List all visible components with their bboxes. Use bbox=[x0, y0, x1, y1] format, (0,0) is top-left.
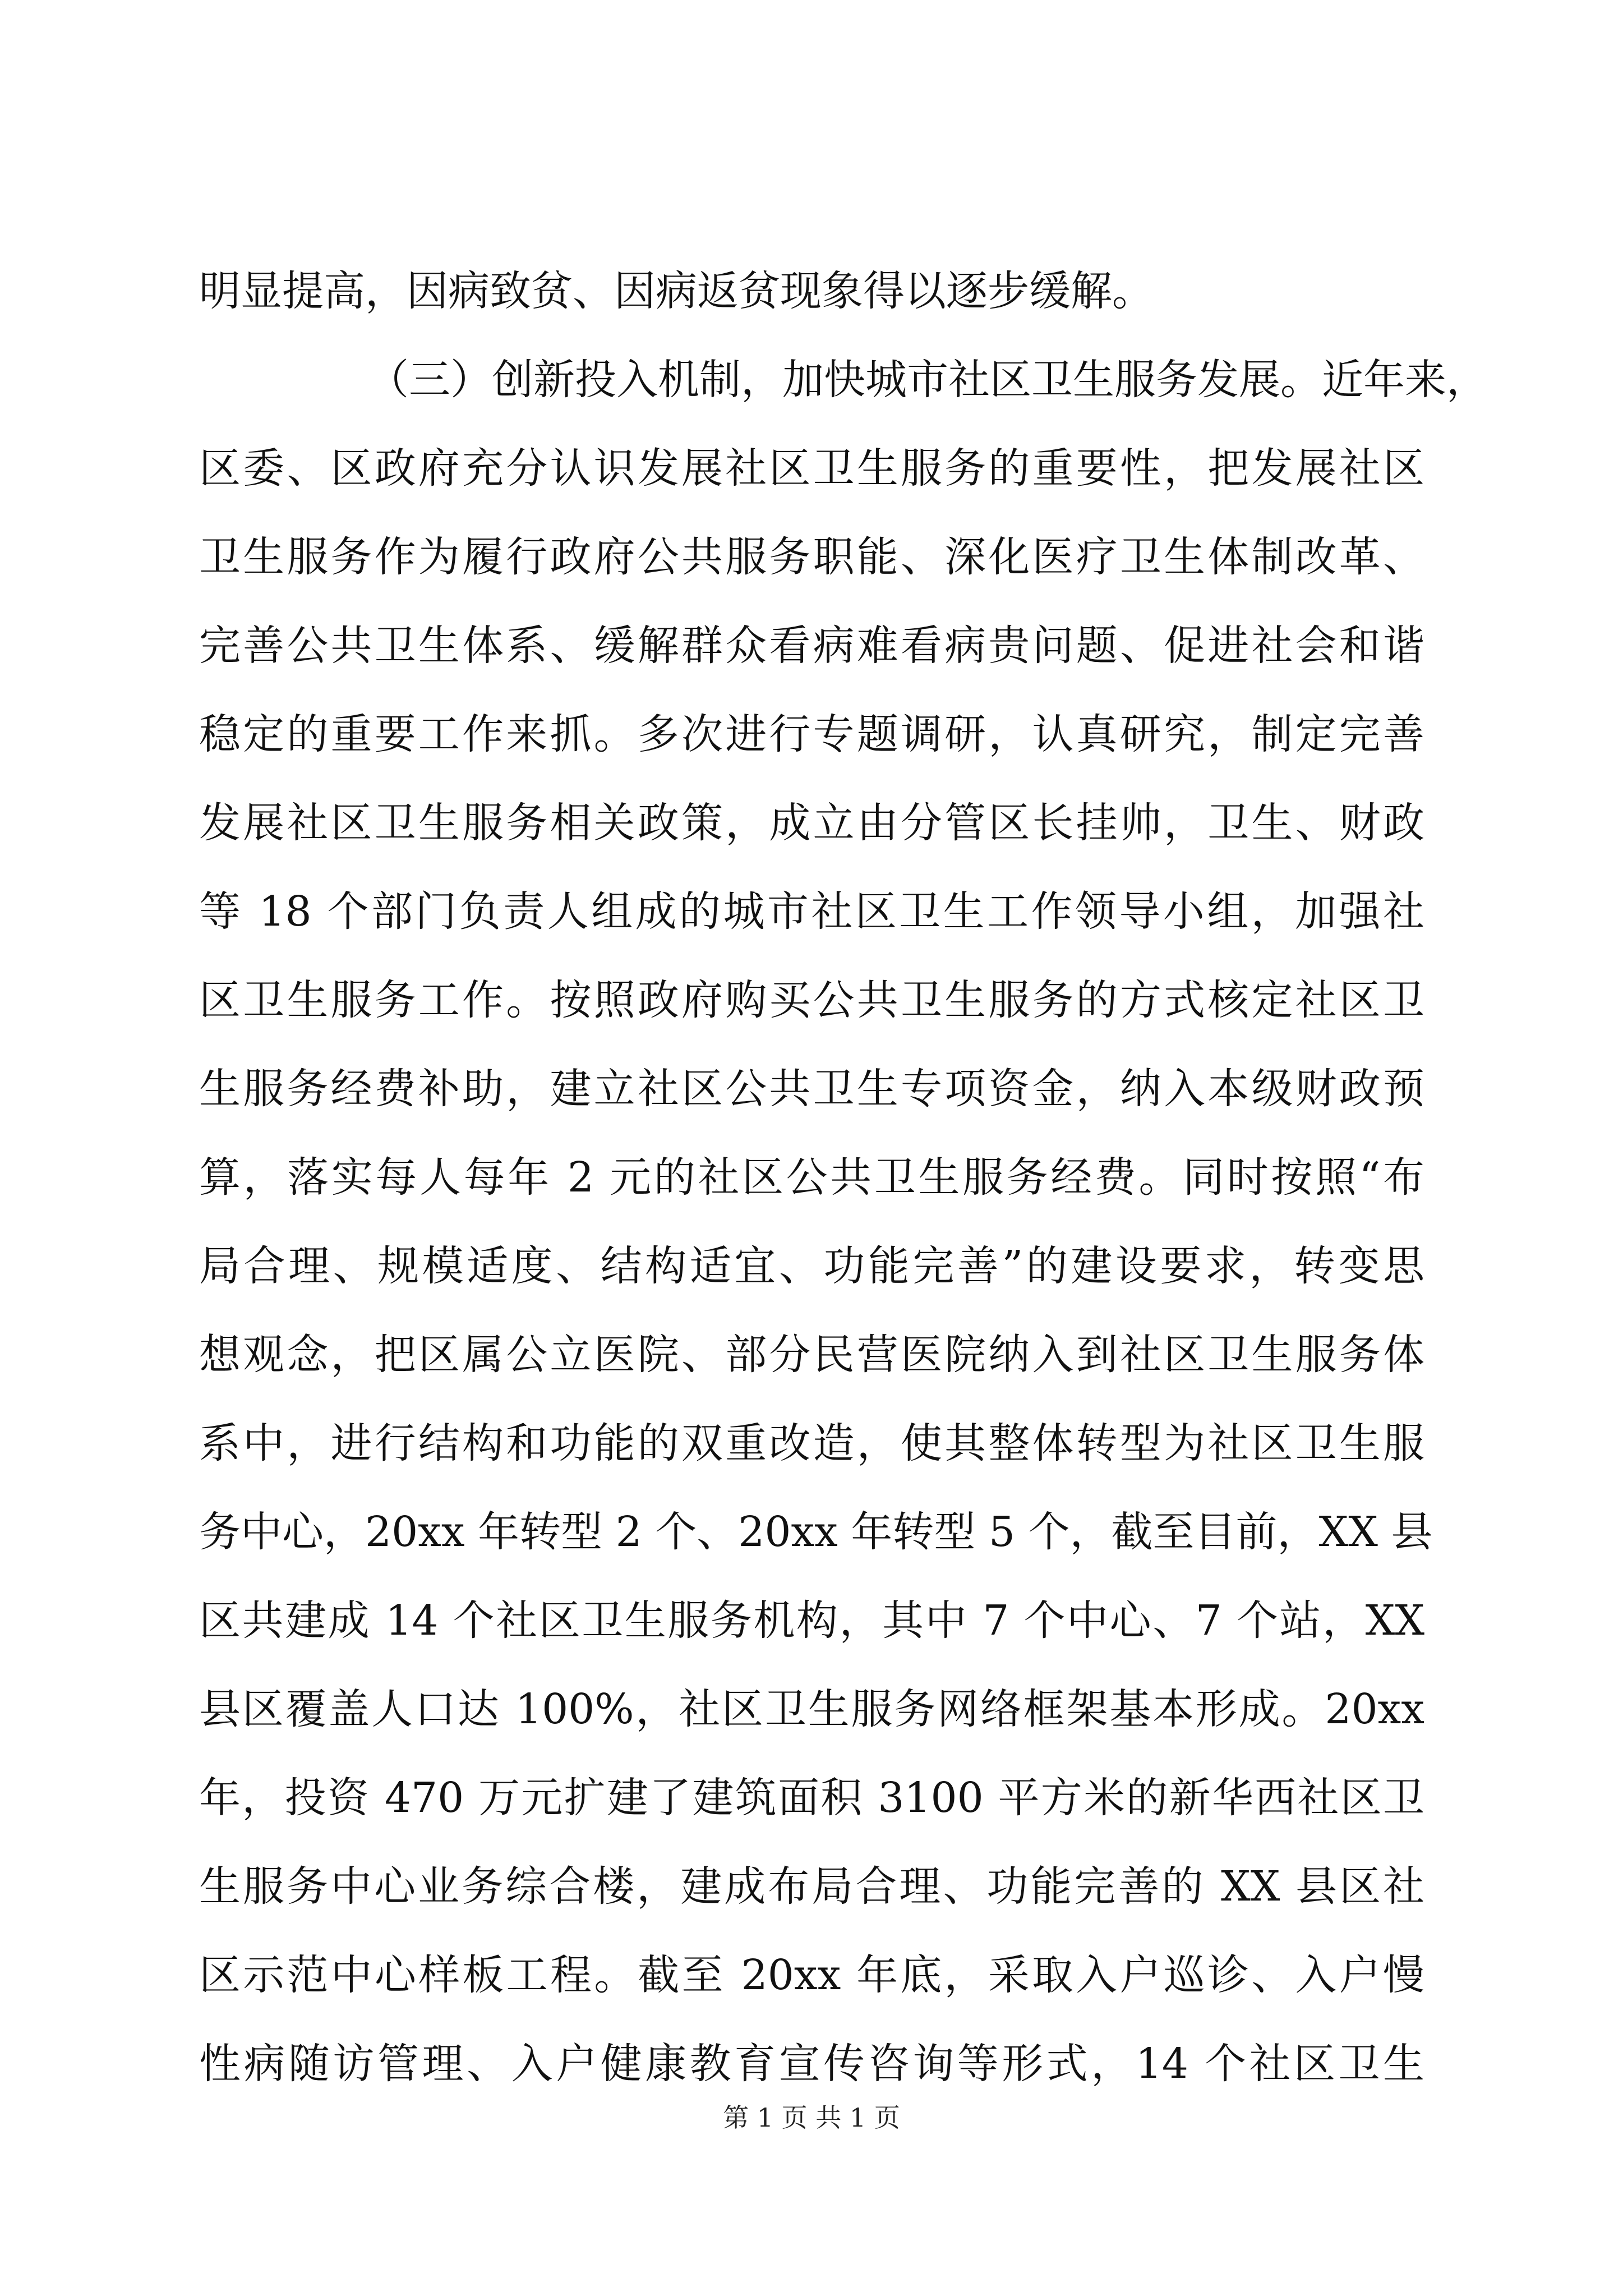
text-line: 卫生服务作为履行政府公共服务职能、深化医疗卫生体制改革、 bbox=[199, 533, 1424, 581]
page-number: 第 1 页 共 1 页 bbox=[723, 2102, 900, 2133]
text-line: 稳定的重要工作来抓。多次进行专题调研，认真研究，制定完善 bbox=[199, 710, 1424, 758]
text-line: 系中，进行结构和功能的双重改造，使其整体转型为社区卫生服 bbox=[199, 1419, 1424, 1467]
text-line: 生服务中心业务综合楼，建成布局合理、功能完善的 XX 县区社 bbox=[199, 1862, 1424, 1911]
text-line: 县区覆盖人口达 100%，社区卫生服务网络框架基本形成。20xx bbox=[199, 1685, 1424, 1733]
text-line: 明显提高，因病致贫、因病返贫现象得以逐步缓解。 bbox=[199, 267, 1154, 315]
page-footer bbox=[0, 2101, 1623, 2134]
text-line: 区委、区政府充分认识发展社区卫生服务的重要性，把发展社区 bbox=[199, 444, 1424, 493]
text-line: （三）创新投入机制，加快城市社区卫生服务发展。近年来， bbox=[367, 356, 1488, 404]
text-line: 算，落实每人每年 2 元的社区公共卫生服务经费。同时按照“布 bbox=[199, 1153, 1424, 1202]
text-line: 局合理、规模适度、结构适宜、功能完善”的建设要求，转变思 bbox=[199, 1242, 1424, 1290]
body-text bbox=[199, 247, 1488, 2108]
text-line: 完善公共卫生体系、缓解群众看病难看病贵问题、促进社会和谐 bbox=[199, 622, 1424, 670]
text-line: 性病随访管理、入户健康教育宣传咨询等形式，14 个社区卫生 bbox=[199, 2040, 1424, 2088]
text-line: 等 18 个部门负责人组成的城市社区卫生工作领导小组，加强社 bbox=[199, 887, 1424, 936]
text-line: 务中心，20xx 年转型 2 个、20xx 年转型 5 个，截至目前，XX 县 bbox=[199, 1508, 1433, 1556]
text-line: 生服务经费补助，建立社区公共卫生专项资金，纳入本级财政预 bbox=[199, 1065, 1424, 1113]
text-line: 想观念，把区属公立医院、部分民营医院纳入到社区卫生服务体 bbox=[199, 1331, 1424, 1379]
text-line: 区卫生服务工作。按照政府购买公共卫生服务的方式核定社区卫 bbox=[199, 976, 1424, 1024]
text-line: 区示范中心样板工程。截至 20xx 年底，采取入户巡诊、入户慢 bbox=[199, 1951, 1424, 1999]
text-line: 发展社区卫生服务相关政策，成立由分管区长挂帅，卫生、财政 bbox=[199, 799, 1424, 847]
text-line: 年，投资 470 万元扩建了建筑面积 3100 平方米的新华西社区卫 bbox=[199, 1774, 1424, 1822]
text-line: 区共建成 14 个社区卫生服务机构，其中 7 个中心、7 个站，XX bbox=[199, 1596, 1424, 1645]
